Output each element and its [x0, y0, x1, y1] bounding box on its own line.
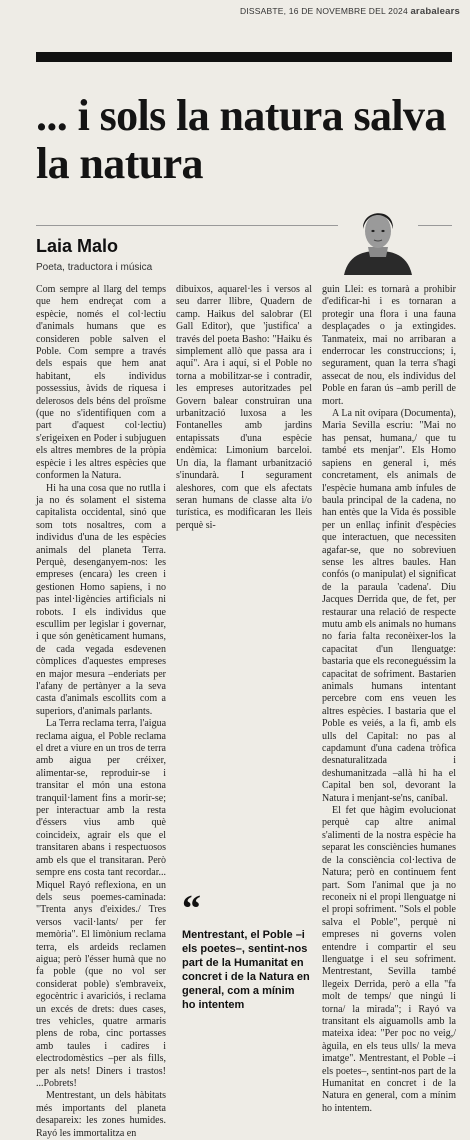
article-headline: ... i sols la natura salva la natura [36, 91, 446, 188]
paragraph: Com sempre al llarg del temps que hem endreçat com a espècie, només el col·lectiu d'animals humans que es consideren poble salven el Poble. Com sempre a través dels espais que hem anat habitant, els individus possessius, àvids de riquesa i delerosos dels béns del proïsme (que no s'identifiquen com a part d'aquest col·lectiu) s'erigeixen en Poder i subjuguen els altres membres de la pròpia espècie i les altres espècies que conformen la Natura. [36, 284, 166, 482]
paragraph: A La nit ovípara (Documenta), Maria Sevilla escriu: "Mai no has pensat, humana,/ que tu també ets menjar". Els Homo sapiens en general i, més concretament, els animals de l'espècie humana amb ínfules de baula principal de la cadena, no han entès que la Vida és possible per un enllaç infinit d'espècies que interactuen, que necessiten agafar-se, que no sobreviuen sense les altres baules. Han confós (o manipulat) el significat de la paraula 'cadena'. Diu Jacques Derrida que, de fet, per restaurar una relació de respecte mutu amb els animals no humans no faria falta reconèixer-los la capacitat d'un llenguatge: bastaria que els reconeguéssim la capacitat de sofriment. Bastarien animals humans intentant percebre com ens veuen les altres espècies. I bastaria que el Poble es veiés, a la fi, amb els ulls del Capital: no pas al capdamunt d'una cadena tròfica desnaturalitzada i deshumanitzada –allà hi ha el Capital ben sol, devorant la Natura i menjant-se'ns, caníbal. [322, 408, 456, 804]
pull-quote-text: Mentrestant, el Poble –i els poetes–, sentint-nos part de la Humanitat en concret i de la Natura en general, com a mínim ho intentem [182, 929, 310, 1011]
article-column-2 [176, 284, 312, 532]
author-portrait [338, 195, 418, 275]
header-date: DISSABTE, 16 DE NOVEMBRE DEL 2024 [240, 6, 408, 16]
paragraph: dibuixos, aquarel·les i versos al seu darrer llibre, Quadern de camp. Haikus del salobrar (El Gall Editor), que 'justifica' a través del poeta Basho: "Haiku és simplement allò que passa ara i aquí". Ara i aquí, si el Poble no torna a mobilitzar-se i contradir, les empreses autoritzades pel Govern balear construiran una urbanització luxosa a les Fontanelles amb jardins entapissats d'una espècie endèmica: Limonium barceloi. Un dia, la flamant urbanització s'inundarà. I segurament aleshores, com que els afectats seran humans de classe alta i/o turística, es modificaran les lleis perquè si- [176, 284, 312, 531]
paragraph: El fet que hàgim evolucionat perquè cap altre animal s'alimenti de la nostra espècie ha separat les consciències humanes de la consciència col·lectiva de Natura; però en continuem fent part. Som l'animal que ja no reconeix ni el propi llenguatge ni el propi sofriment. "Sols el poble salva el Poble", perquè ni empreses ni governs volen entendre i compartir el seu llenguatge i el seu sofriment. Mentrestant, Sevilla també llegeix Derrida, però a ella "fa molt de temps/ que ningú li torna/ la mirada"; i Rayó va transitant els aiguamolls amb la mateixa idea: "Per poc no veig,/ àguila, en els teus ulls/ la meva imatge". Mentrestant, el Poble –i els poetes–, sentint-nos part de la Humanitat en concret i de la Natura en general, com a mínim ho intentem. [322, 805, 456, 1114]
pull-quote [182, 888, 310, 1012]
article-column-1 [36, 284, 166, 1140]
author-name: Laia Malo [36, 236, 119, 256]
paragraph: Hi ha una cosa que no rutlla i ja no és solament el sistema capitalista occidental, sinó que som tots nosaltres, com a individus d'una de les espècies animals del planeta Terra. Perquè, desenganyem-nos: les empreses (encara) les creen i gestionen Homo sapiens, i no pas intel·ligències artificials ni robots. I els individus que escullim per legislar i governar, i que són genèticament humans, de cada vegada esdevenen còmplices d'aquestes empreses en major mesura –enderiats per l'afany de pertànyer a la seva casta d'animals escollits com a superiors, d'animals parlants. [36, 482, 166, 717]
paragraph: Mentrestant, un dels hàbitats més importants del planeta desapareix: les zones humides. Rayó les immortalitza en [36, 1090, 166, 1139]
top-rule [36, 52, 452, 62]
article-column-3 [322, 284, 456, 1115]
author-portrait-illustration [338, 195, 418, 275]
paragraph: La Terra reclama terra, l'aigua reclama aigua, el Poble reclama el dret a viure en un tros de terra amb aigua per créixer, alimentar-se, reproduir-se i transitar el món una estona tranquil·lament fins a morir-se; per interactuar amb la resta d'éssers vius amb què coincideix, agrair els que el transitaren abans i respectuosos amb els que el transitaran. Però sempre ens costa tant recordar... Miquel Rayó reflexiona, en un dels seus poemes-caminada: "Trenta anys d'eixides./ Tres versos vacil·lants/ per fer memòria". El limònium reclama terra, els ardeids reclamen aigua; però l'ésser humà que no fa poble (que no vol ser considerat poble) s'embraveix, egocèntric i avariciós, i reclama un excés de drets: dues cases, tres vehicles, quatre armaris plens de roba, cinc portasses amb taules i cadires i electrodomèstics –per als fills, per als nets! Diners i trastos! ...Pobrets! [36, 718, 167, 1089]
quote-mark-icon: “ [182, 888, 201, 930]
author-role: Poeta, traductora i música [36, 262, 153, 273]
paragraph: guin Llei: es tornarà a prohibir d'edificar-hi i es tornaran a protegir una flora i una fauna desplaçades o ja extingides. Tanmateix, mai no arribaran a enderrocar les construccions; i, segurament, quan la terra s'hagi assecat de nou, els individus del Poble en faran ús –amb perill de mort. [322, 284, 456, 407]
page-header [10, 6, 460, 24]
header-brand: arabalears [410, 6, 460, 17]
